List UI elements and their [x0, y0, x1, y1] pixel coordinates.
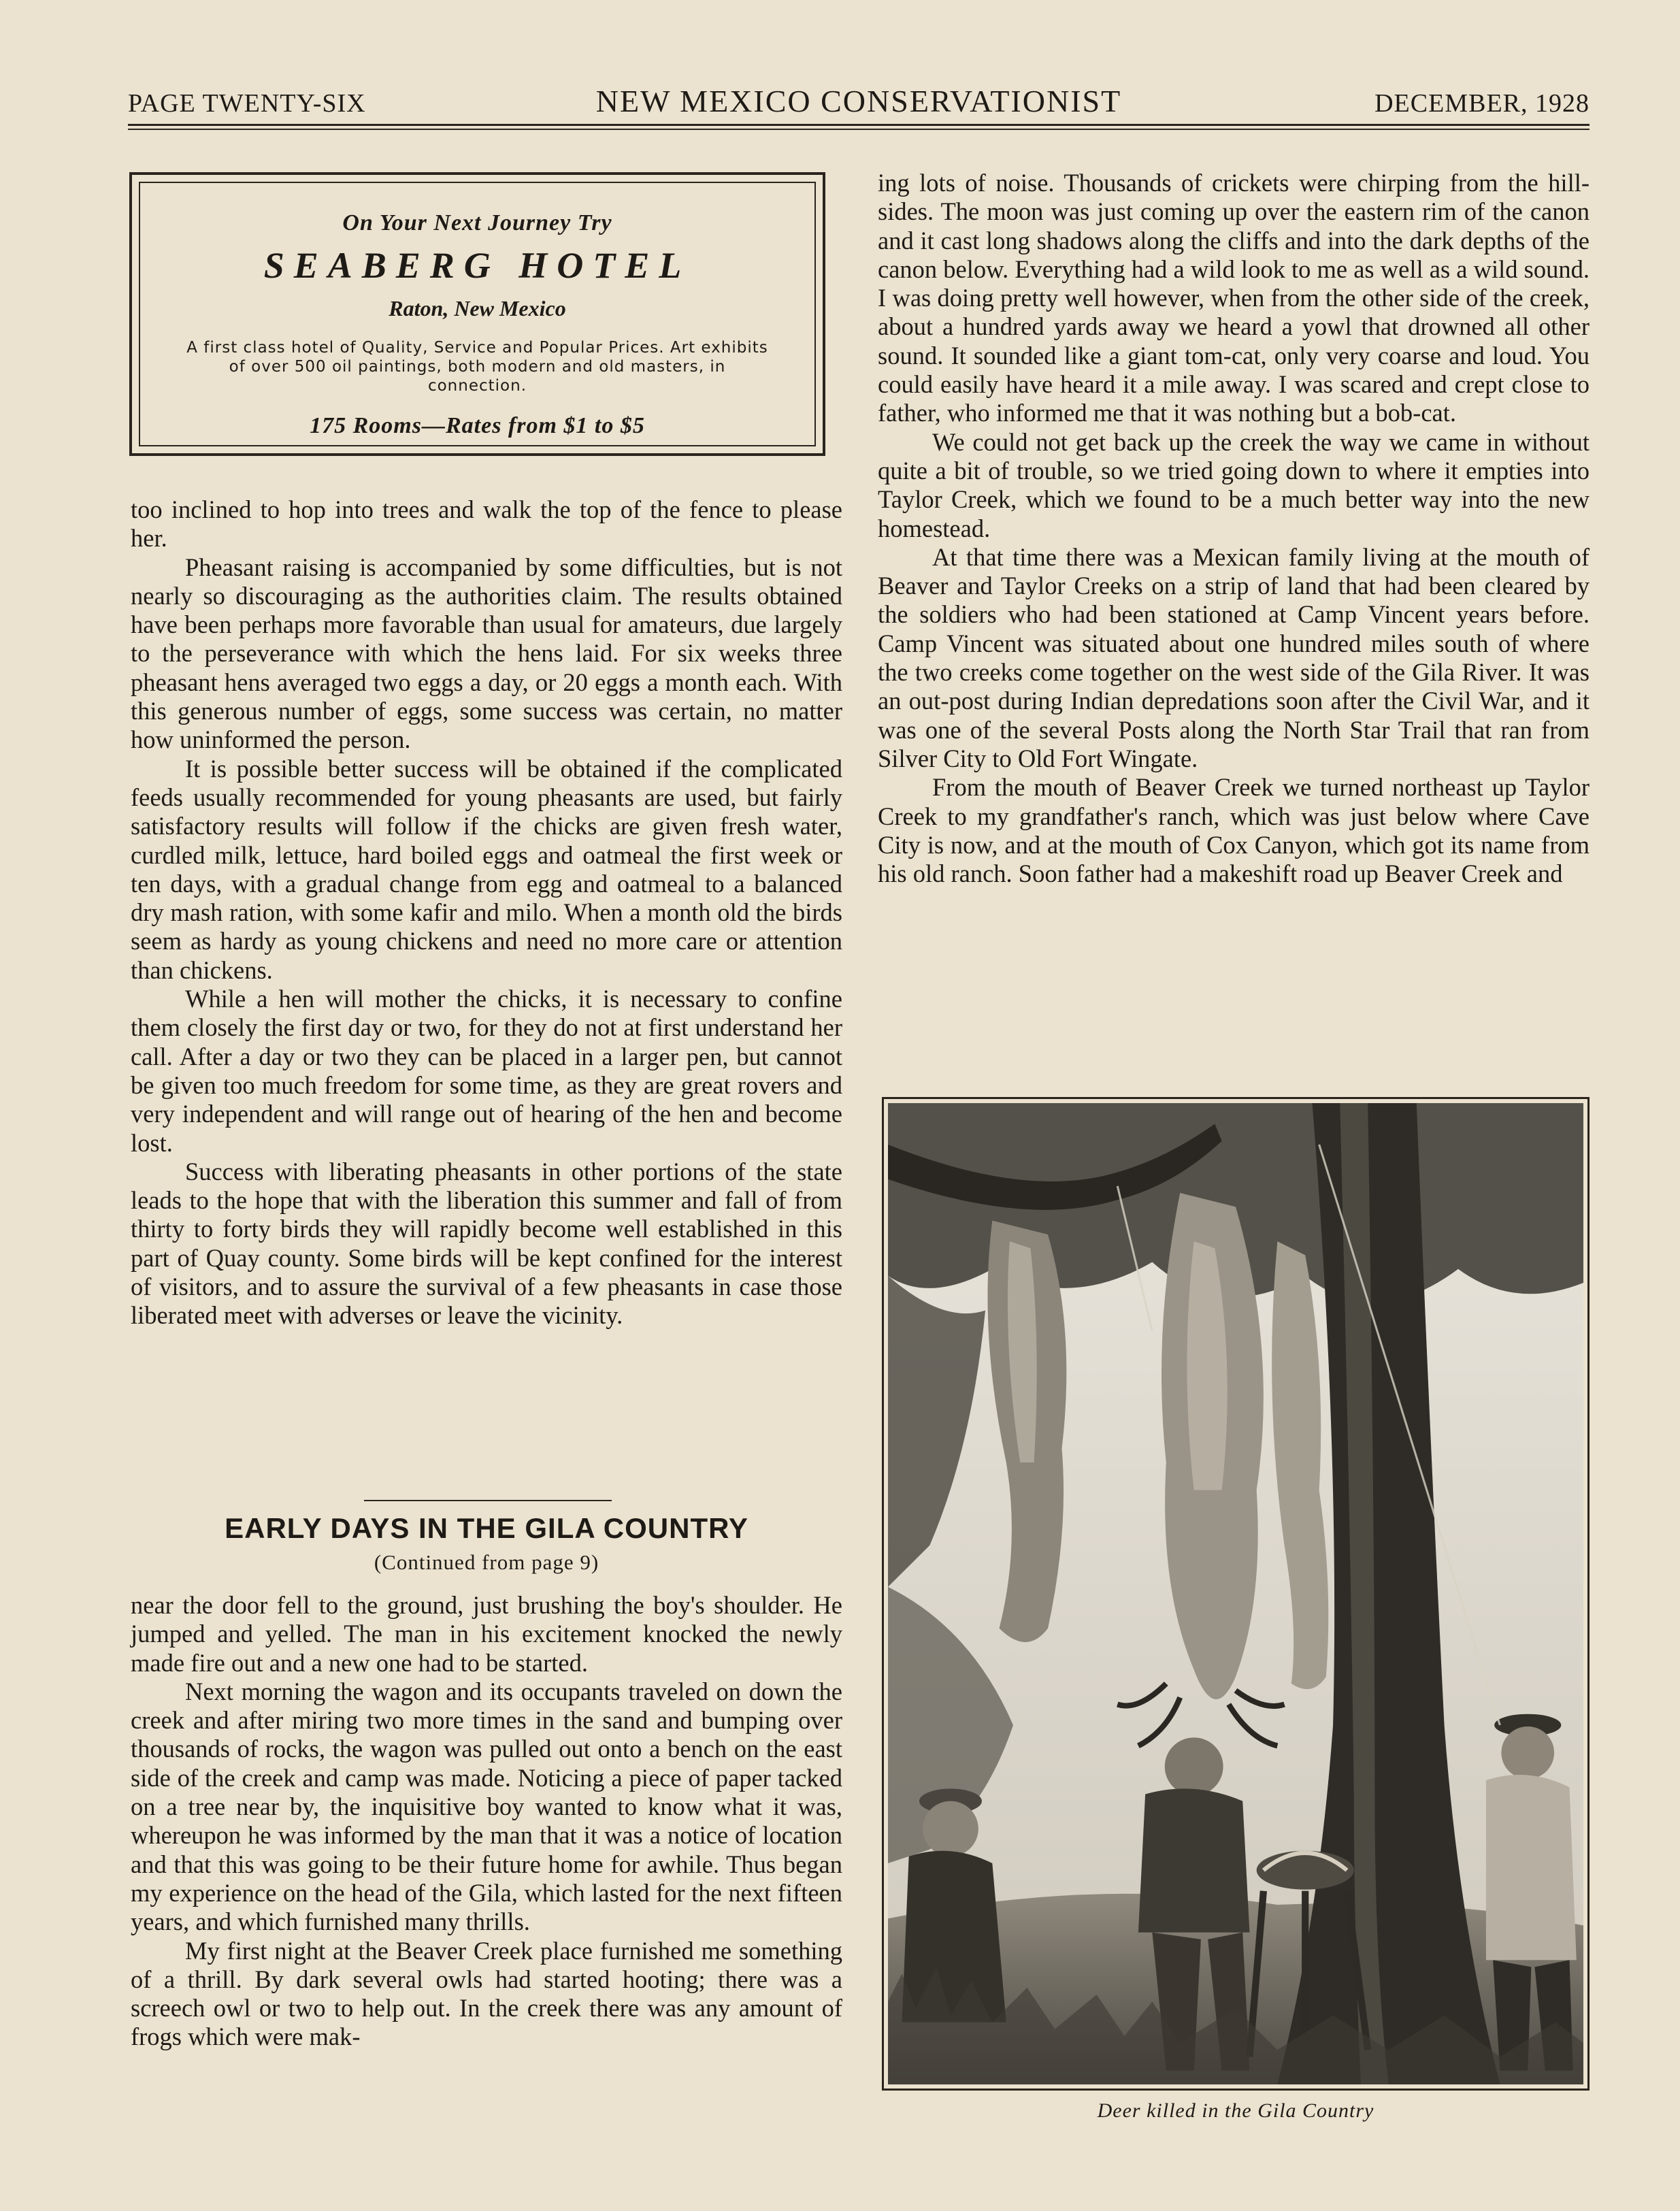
paragraph: While a hen will mother the chicks, it is necessary to confine them closely the first day or two, for they do not at first understand her call. After a day or two they can be placed in a larger pen, but cannot be given too much freedom for some time, as they are great rovers and very independent and will range out of hearing of the hen and become lost. — [131, 985, 842, 1157]
ad-tagline: On Your Next Journey Try — [342, 210, 612, 235]
paragraph: Success with liberating pheasants in other portions of the state leads to the hope that with the liberation this summer and fall of from thirty to forty birds they will rapidly become well established in this part of Quay county. Some birds will be kept confined for the interest of visitors, and to assure the survival of a few pheasants in case those liberated meet with adverses or leave the vicinity. — [131, 1157, 842, 1330]
paragraph: Pheasant raising is accompanied by some difficulties, but is not nearly so discouraging as the authorities claim. The results obtained have been perhaps more favorable than usual for amateurs, due largely to the perseverance with which the hens laid. For six weeks three pheasant hens averaged two eggs a day, or 20 eggs a month each. With this generous number of eggs, some success was certain, no matter how uninformed the person. — [131, 553, 842, 754]
article-title: EARLY DAYS IN THE GILA COUNTRY — [225, 1512, 748, 1544]
header-rule-bottom — [128, 129, 1590, 130]
page-number: PAGE TWENTY-SIX — [128, 89, 366, 118]
magazine-title: NEW MEXICO CONSERVATIONIST — [595, 84, 1122, 118]
hotel-advertisement — [129, 172, 825, 456]
left-column-gila-text — [131, 1591, 842, 2052]
ad-city: Raton, New Mexico — [389, 296, 566, 321]
paragraph: Next morning the wagon and its occupants traveled on down the creek and after miring two more times in the sand and bumping over thousands of rocks, the wagon was pulled out onto a bench on the east side of the creek and camp was made. Noticing a piece of paper tacked on a tree near by, the inquisitive boy wanted to know what it was, whereupon he was informed by the man that it was a notice of location and that this was going to be their future home for awhile. Thus began my experience on the head of the Gila, which lasted for the next fifteen years, and which furnished many thrills. — [131, 1677, 842, 1936]
running-header — [128, 80, 1590, 128]
right-column-text — [878, 169, 1590, 888]
paragraph: At that time there was a Mexican family living at the mouth of Beaver and Taylor Creeks on a strip of land that had been cleared by the soldiers who had been stationed at Camp Vincent years before. Camp Vincent was situated about one hundred miles south of where the two creeks come together on the west side of the Gila River. It was an out-post during Indian depredations soon after the Civil War, and it was one of the several Posts along the North Star Trail that ran from Silver City to Old Fort Wingate. — [878, 542, 1590, 772]
ad-rates: 175 Rooms—Rates from $1 to $5 — [310, 413, 645, 438]
ad-hotel-name: SEABERG HOTEL — [263, 245, 691, 286]
continued-note: (Continued from page 9) — [374, 1550, 599, 1574]
paragraph: We could not get back up the creek the way we came in without quite a bit of trouble, so we tried going down to where it empties into Taylor Creek, which we found to be a much better way into the new homestead. — [878, 427, 1590, 542]
left-column-pheasant-text — [131, 495, 842, 1330]
header-rule-top — [128, 124, 1590, 126]
photo-caption: Deer killed in the Gila Country — [1097, 2099, 1374, 2122]
paragraph: It is possible better success will be obtained if the complicated feeds usually recommended for young pheasants are used, but fairly satisfactory results will follow if the chicks are given fresh water, curdled milk, lettuce, hard boiled eggs and oatmeal the first week or ten days, with a gradual change from egg and oatmeal to a balanced dry mash ration, with some kafir and milo. When a month old the birds seem as hardy as young chickens and need no more care or attention than chickens. — [131, 754, 842, 984]
photo-illustration — [888, 1103, 1583, 2084]
paragraph: near the door fell to the ground, just brushing the boy's shoulder. He jumped and yelled. The man in his excitement knocked the newly made fire out and a new one had to be started. — [131, 1591, 842, 1677]
ad-description: A first class hotel of Quality, Service and Popular Prices. Art exhibits of over 500 oil paintings, both modern and old masters, in connection. — [186, 339, 768, 395]
paragraph: From the mouth of Beaver Creek we turned northeast up Taylor Creek to my grandfather's ranch, which was just below where Cave City is now, and at the mouth of Cox Canyon, which got its name from his old ranch. Soon father had a makeshift road up Beaver Creek and — [878, 773, 1590, 888]
paragraph: too inclined to hop into trees and walk the top of the fence to please her. — [131, 495, 842, 553]
deer-photograph — [882, 1097, 1590, 2091]
paragraph: ing lots of noise. Thousands of crickets were chirping from the hill-sides. The moon was just coming up over the eastern rim of the canon and it cast long shadows along the cliffs and into the dark depths of the canon below. Everything had a wild look to me as well as a wild sound. I was doing pretty well however, when from the other side of the creek, about a hundred yards away we heard a yowl that drowned all other sound. It sounded like a giant tom-cat, only very coarse and loud. You could easily have heard it a mile away. I was scared and crept close to father, who informed me that it was nothing but a bob-cat. — [878, 169, 1590, 427]
section-separator — [364, 1500, 612, 1501]
issue-date: DECEMBER, 1928 — [1374, 89, 1590, 118]
ad-inner-border — [139, 182, 816, 446]
paragraph: My first night at the Beaver Creek place furnished me something of a thrill. By dark several owls had started hooting; there was a screech owl or two to help out. In the creek there was any amount of frogs which were mak- — [131, 1936, 842, 2051]
